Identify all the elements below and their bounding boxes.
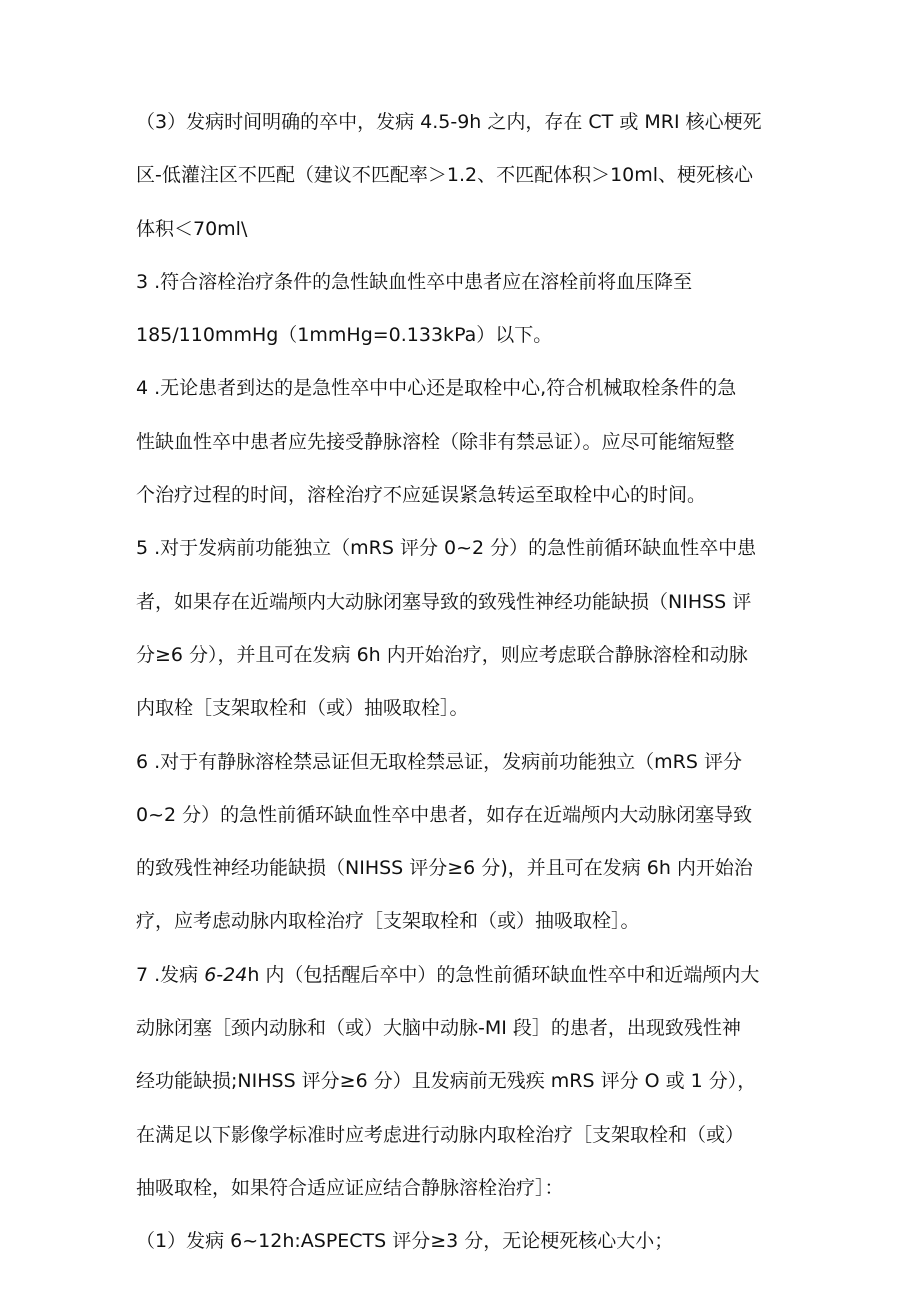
text-line-3: 体积＜70ml\ [136,217,248,240]
text-line-19: 经功能缺损;NIHSS 评分≥6 分）且发病前无残疾 mRS 评分 O 或 1 分）， [136,1070,757,1093]
text-line-1: （3）发病时间明确的卒中，发病 4.5-9h 之内，存在 CT 或 MRI 核心梗死 [136,111,762,133]
text-line-11: 分≥6 分），并且可在发病 6h 内开始治疗，则应考虑联合静脉溶栓和动脉 [136,643,748,666]
text-line-2: 区-低灌注区不匹配（建议不匹配率＞1.2、不匹配体积＞10ml、梗死核心 [136,164,754,187]
text-line-17-prefix: 7 .发病 [136,963,205,986]
text-line-8: 个治疗过程的时间，溶栓治疗不应延误紧急转运至取栓中心的时间。 [136,484,707,507]
text-line-4: 3 .符合溶栓治疗条件的急性缺血性卒中患者应在溶栓前将血压降至 [136,270,693,293]
document-page [136,106,796,1279]
text-line-14: 0~2 分）的急性前循环缺血性卒中患者，如存在近端颅内大动脉闭塞导致 [136,803,753,826]
text-line-20: 在满足以下影像学标准时应考虑进行动脉内取栓治疗［支架取栓和（或） [136,1123,745,1146]
text-line-9: 5 .对于发病前功能独立（mRS 评分 0~2 分）的急性前循环缺血性卒中患 [136,537,757,560]
text-line-13: 6 .对于有静脉溶栓禁忌证但无取栓禁忌证，发病前功能独立（mRS 评分 [136,750,742,773]
text-line-17 [136,959,796,1012]
text-line-21: 抽吸取栓，如果符合适应证应结合静脉溶栓治疗］： [136,1176,564,1199]
text-line-16: 疗，应考虑动脉内取栓治疗［支架取栓和（或）抽吸取栓］。 [136,910,640,933]
text-line-17-suffix: h 内（包括醒后卒中）的急性前循环缺血性卒中和近端颅内大 [247,963,760,986]
text-line-15: 的致残性神经功能缺损（NIHSS 评分≥6 分)，并且可在发病 6h 内开始治 [136,857,753,880]
text-line-5: 185/110mmHg（1mmHg=0.133kPa）以下。 [136,324,553,347]
text-line-17-italic: 6-24 [204,963,248,986]
text-line-7: 性缺血性卒中患者应先接受静脉溶栓（除非有禁忌证）。应尽可能缩短整 [136,430,735,453]
text-line-22: （1）发病 6~12h:ASPECTS 评分≥3 分，无论梗死核心大小； [136,1230,674,1253]
text-line-6: 4 .无论患者到达的是急性卒中中心还是取栓中心,符合机械取栓条件的急 [136,377,737,400]
text-line-10: 者，如果存在近端颅内大动脉闭塞导致的致残性神经功能缺损（NIHSS 评 [136,590,752,613]
text-line-18: 动脉闭塞［颈内动脉和（或）大脑中动脉-MI 段］的患者，出现致残性神 [136,1017,741,1040]
text-line-12: 内取栓［支架取栓和（或）抽吸取栓］。 [136,697,469,720]
